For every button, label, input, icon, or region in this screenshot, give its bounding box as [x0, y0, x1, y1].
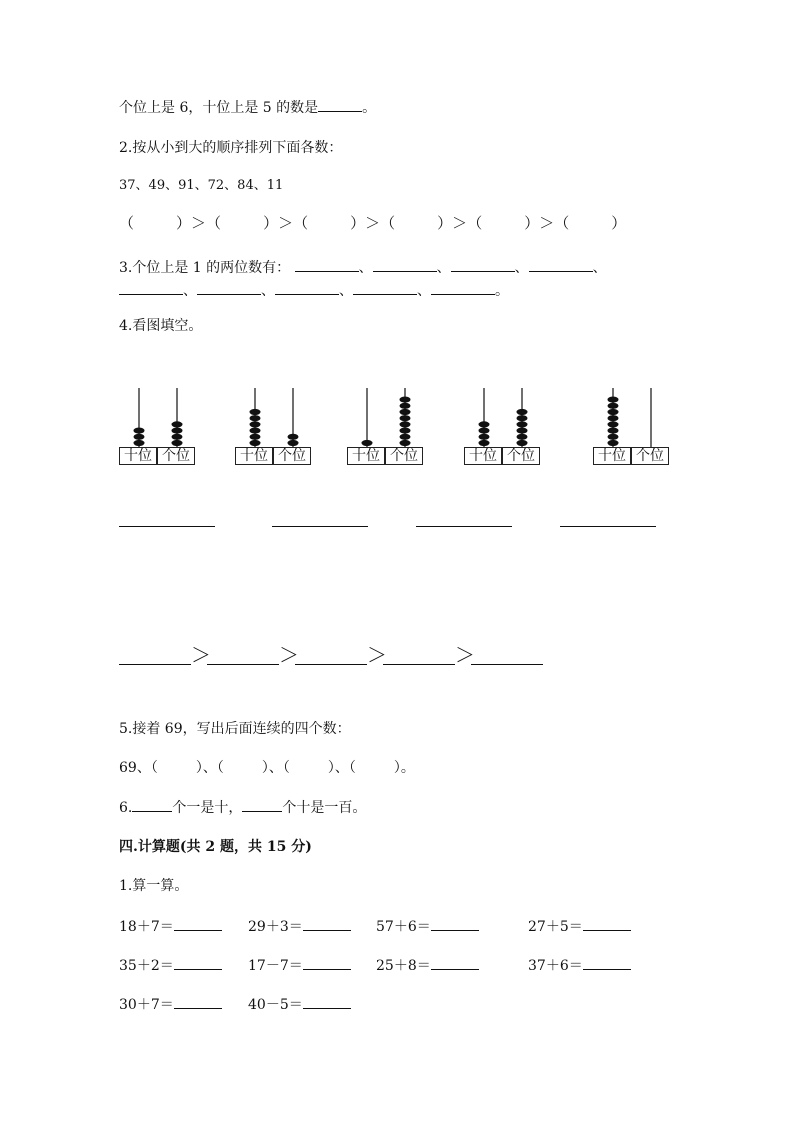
abacus-bead — [608, 409, 619, 415]
calc-expression: 18＋7＝ — [119, 919, 174, 935]
calc-item — [248, 916, 351, 936]
q3-blank[interactable] — [353, 280, 417, 295]
abacus-bead — [288, 440, 299, 446]
q3-line1 — [119, 257, 607, 278]
q5-title: 5.接着 69，写出后面连续的四个数： — [119, 721, 351, 737]
abacus-bead — [400, 397, 411, 403]
calc-expression: 57＋6＝ — [376, 919, 431, 935]
abacus-bead — [172, 428, 183, 434]
calc-expression: 27＋5＝ — [528, 919, 583, 935]
q2-paren-close: ） — [263, 214, 279, 232]
abacus-bead — [608, 440, 619, 446]
abacus-bead — [134, 434, 145, 440]
abacus-bead — [608, 434, 619, 440]
ones-label: 个位 — [273, 447, 311, 465]
calc-item — [248, 955, 351, 975]
abacus-bead — [479, 421, 490, 427]
q2-paren-close: ） — [524, 214, 540, 232]
ones-label: 个位 — [157, 447, 195, 465]
q2-paren-open: （ — [119, 214, 135, 232]
abacus-bead — [250, 415, 261, 421]
abacus-rods — [464, 385, 544, 447]
q3-sep: 、 — [339, 283, 353, 299]
abacus-bead — [517, 428, 528, 434]
q3-blank[interactable] — [431, 280, 495, 295]
calc-answer-blank[interactable] — [431, 916, 479, 931]
abacus-bead — [479, 428, 490, 434]
calc-expression: 35＋2＝ — [119, 958, 174, 974]
q5-paren-close: ） — [195, 760, 203, 776]
q5-end: 。 — [400, 760, 415, 776]
calc-item — [528, 916, 631, 936]
abacus-bead — [517, 415, 528, 421]
q4-gt-sign: ＞ — [191, 643, 211, 667]
calc-answer-blank[interactable] — [431, 955, 479, 970]
calc-expression: 30＋7＝ — [119, 997, 174, 1013]
q2-title: 2.按从小到大的顺序排列下面各数： — [119, 140, 343, 156]
q3-prefix: 3.个位上是 1 的两位数有： — [119, 260, 291, 276]
q3-sep: 、 — [261, 283, 275, 299]
abacus — [593, 385, 673, 467]
calc-answer-blank[interactable] — [303, 955, 351, 970]
q3-blank[interactable] — [119, 280, 183, 295]
abacus-bead — [250, 434, 261, 440]
calc-title: 1.算一算。 — [119, 878, 189, 894]
q4-answer-line-2[interactable] — [272, 526, 368, 527]
abacus-bead — [479, 440, 490, 446]
q5-paren-open: （ — [150, 760, 158, 776]
q6-part2: 个十是一百。 — [282, 800, 367, 816]
abacus-bead — [250, 409, 261, 415]
abacus-bead — [517, 440, 528, 446]
calc-answer-blank[interactable] — [583, 955, 631, 970]
calc-expression: 37＋6＝ — [528, 958, 583, 974]
abacus-bead — [134, 440, 145, 446]
calc-answer-blank[interactable] — [303, 916, 351, 931]
q3-sep: 、 — [436, 260, 451, 276]
q3-blank[interactable] — [529, 257, 593, 272]
q5-start: 69、 — [119, 760, 151, 776]
abacus-bead — [400, 409, 411, 415]
abacus-bead — [250, 440, 261, 446]
q2-gt-sign: ＞ — [365, 214, 381, 232]
q5-paren-open: （ — [348, 760, 356, 776]
q3-sep: 、 — [417, 283, 431, 299]
abacus-bead — [172, 434, 183, 440]
q5-row — [119, 758, 415, 778]
q4-gt-sign: ＞ — [367, 643, 387, 667]
abacus-rods — [347, 385, 427, 447]
ones-label: 个位 — [385, 447, 423, 465]
q2-paren-open: （ — [206, 214, 222, 232]
q4-answer-line-3[interactable] — [416, 526, 512, 527]
abacus — [347, 385, 427, 467]
q4-compare-row — [119, 641, 543, 667]
q2-numbers: 37、49、91、72、84、11 — [119, 178, 284, 193]
abacus-bead — [400, 428, 411, 434]
q4-compare-blank[interactable] — [207, 647, 279, 665]
abacus-bead — [608, 415, 619, 421]
abacus-bead — [517, 421, 528, 427]
abacus-bead — [362, 440, 373, 446]
q1-text: 个位上是 6，十位上是 5 的数是 — [119, 100, 319, 116]
q6-blank-1[interactable] — [132, 797, 172, 812]
tens-label: 十位 — [347, 447, 385, 465]
abacus-bead — [517, 409, 528, 415]
calc-expression: 40－5＝ — [248, 997, 303, 1013]
q5-sep: 、 — [268, 760, 283, 776]
q2-paren-open: （ — [467, 214, 483, 232]
abacus-bead — [608, 403, 619, 409]
q3-line2 — [119, 280, 509, 301]
calc-answer-blank[interactable] — [174, 994, 222, 1009]
abacus-bead — [608, 421, 619, 427]
tens-label: 十位 — [593, 447, 631, 465]
tens-label: 十位 — [464, 447, 502, 465]
q4-answer-line-4[interactable] — [560, 526, 656, 527]
tens-label: 十位 — [119, 447, 157, 465]
q5-sep: 、 — [334, 760, 349, 776]
q1-answer-blank[interactable] — [318, 97, 362, 112]
q2-gt-sign: ＞ — [539, 214, 555, 232]
calc-answer-blank[interactable] — [174, 916, 222, 931]
q4-compare-blank[interactable] — [119, 647, 191, 665]
q3-blank[interactable] — [275, 280, 339, 295]
abacus-bead — [400, 415, 411, 421]
q4-gt-sign: ＞ — [279, 643, 299, 667]
q5-sep: 、 — [202, 760, 217, 776]
q3-end: 。 — [495, 283, 509, 299]
calc-answer-blank[interactable] — [174, 955, 222, 970]
abacus-bead — [250, 421, 261, 427]
q2-gt-sign: ＞ — [452, 214, 468, 232]
q6-blank-2[interactable] — [242, 797, 282, 812]
q2-paren-close: ） — [437, 214, 453, 232]
q3-sep: 、 — [358, 260, 373, 276]
abacus-bead — [250, 428, 261, 434]
q2-paren-open: （ — [293, 214, 309, 232]
q5-paren-close: ） — [327, 760, 335, 776]
q2-paren-open: （ — [554, 214, 570, 232]
calc-item — [376, 955, 479, 975]
abacus-bead — [172, 440, 183, 446]
ones-label: 个位 — [631, 447, 669, 465]
q4-compare-blank[interactable] — [295, 647, 367, 665]
abacus — [119, 385, 199, 467]
abacus-bead — [608, 428, 619, 434]
calc-item — [528, 955, 631, 975]
abacus-bead — [400, 403, 411, 409]
q2-paren-open: （ — [380, 214, 396, 232]
q3-blank[interactable] — [451, 257, 515, 272]
section4-title: 四.计算题(共 2 题，共 15 分) — [119, 839, 312, 855]
calc-item — [376, 916, 479, 936]
abacus-bead — [479, 434, 490, 440]
q3-sep: 、 — [183, 283, 197, 299]
abacus-bead — [608, 397, 619, 403]
abacus-bead — [134, 428, 145, 434]
calc-expression: 29＋3＝ — [248, 919, 303, 935]
q2-gt-sign: ＞ — [278, 214, 294, 232]
q3-sep: 、 — [592, 260, 607, 276]
abacus — [235, 385, 315, 467]
ones-label: 个位 — [502, 447, 540, 465]
calc-answer-blank[interactable] — [583, 916, 631, 931]
q5-paren-open: （ — [216, 760, 224, 776]
abacus-bead — [172, 421, 183, 427]
calc-expression: 25＋8＝ — [376, 958, 431, 974]
q2-paren-close: ） — [176, 214, 192, 232]
abacus-rods — [235, 385, 315, 447]
q4-compare-blank[interactable] — [383, 647, 455, 665]
q3-blank[interactable] — [295, 257, 359, 272]
q5-paren-close: ） — [393, 760, 401, 776]
abacus-bead — [517, 434, 528, 440]
abacus — [464, 385, 544, 467]
q3-blank[interactable] — [197, 280, 261, 295]
abacus-bead — [288, 434, 299, 440]
q2-order-row — [119, 213, 626, 233]
abacus-rods — [119, 385, 199, 447]
q4-compare-blank[interactable] — [471, 647, 543, 665]
tens-label: 十位 — [235, 447, 273, 465]
q1-line — [119, 97, 376, 118]
q5-paren-close: ） — [261, 760, 269, 776]
abacus-bead — [400, 421, 411, 427]
q2-paren-close: ） — [611, 214, 627, 232]
calc-item — [119, 916, 222, 936]
calc-answer-blank[interactable] — [303, 994, 351, 1009]
abacus-rods — [593, 385, 673, 447]
q3-blank[interactable] — [373, 257, 437, 272]
q5-paren-open: （ — [282, 760, 290, 776]
q2-gt-sign: ＞ — [191, 214, 207, 232]
q3-sep: 、 — [514, 260, 529, 276]
q6-line — [119, 797, 366, 818]
q6-part1: 个一是十， — [172, 800, 243, 816]
calc-item — [119, 994, 222, 1014]
calc-item — [119, 955, 222, 975]
q4-answer-line-1[interactable] — [119, 526, 215, 527]
q2-paren-close: ） — [350, 214, 366, 232]
q4-title: 4.看图填空。 — [119, 318, 203, 334]
q6-num: 6. — [119, 800, 133, 816]
abacus-bead — [400, 434, 411, 440]
q4-gt-sign: ＞ — [455, 643, 475, 667]
calc-expression: 17－7＝ — [248, 958, 303, 974]
q1-end: 。 — [362, 100, 377, 116]
calc-item — [248, 994, 351, 1014]
abacus-bead — [400, 440, 411, 446]
